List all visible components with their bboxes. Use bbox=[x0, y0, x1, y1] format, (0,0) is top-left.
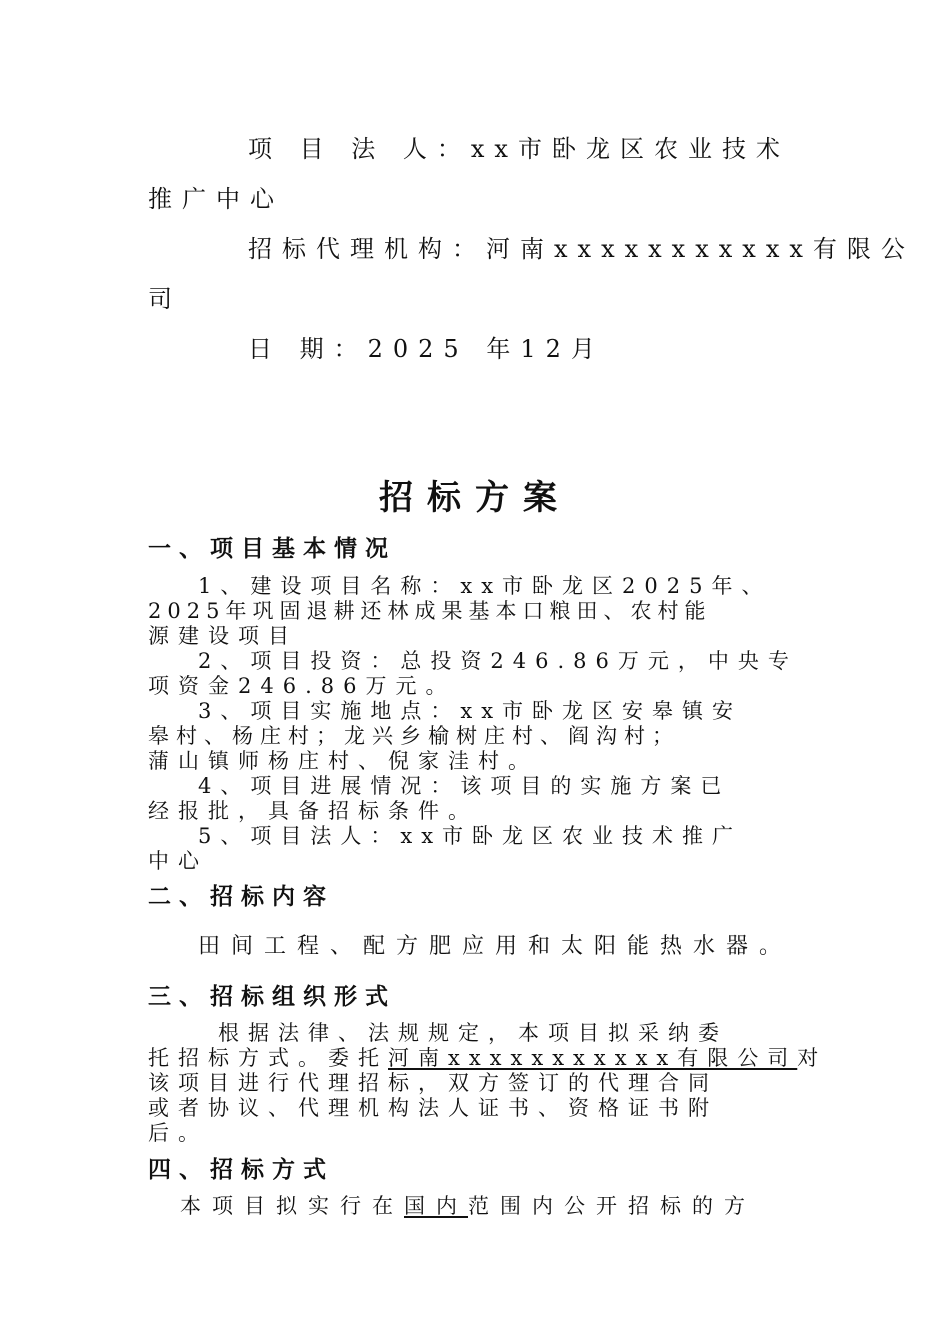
section-heading-method: 四、招标方式 bbox=[148, 1157, 334, 1183]
item3-line3: 蒲山镇师杨庄村、倪家洼村。 bbox=[148, 749, 538, 773]
item5-line2: 中心 bbox=[148, 849, 208, 873]
section4-line1 bbox=[180, 1194, 756, 1219]
cover-date: 日 期：2025 年12月 bbox=[248, 335, 605, 363]
agency-name-underlined: 河南xxxxxxxxxxx有限公司 bbox=[388, 1046, 798, 1070]
section4-line1-post: 范围内公开招标的方 bbox=[468, 1194, 756, 1218]
item1-line2: 2025年巩固退耕还林成果基本口粮田、农村能 bbox=[148, 599, 712, 623]
section-heading-organization: 三、招标组织形式 bbox=[148, 984, 396, 1010]
cover-agency: 招标代理机构：河南xxxxxxxxxxx有限公 bbox=[248, 235, 915, 263]
item4-line1: 4、项目进展情况：该项目的实施方案已 bbox=[198, 774, 731, 798]
section-heading-content: 二、招标内容 bbox=[148, 884, 334, 910]
section3-line5: 后。 bbox=[148, 1121, 208, 1145]
cover-project-owner: 项 目 法 人：xx市卧龙区农业技术 bbox=[248, 135, 790, 163]
item2-line1: 2、项目投资：总投资246.86万元，中央专 bbox=[198, 649, 798, 673]
item3-line2: 皋村、杨庄村；龙兴乡榆树庄村、阎沟村； bbox=[148, 724, 680, 748]
cover-agency-cont: 司 bbox=[148, 285, 182, 313]
section3-line3: 该项目进行代理招标，双方签订的代理合同 bbox=[148, 1071, 718, 1095]
section3-line2 bbox=[148, 1046, 827, 1071]
cover-project-owner-cont: 推广中心 bbox=[148, 185, 284, 213]
section-heading-basic-info: 一、项目基本情况 bbox=[148, 536, 396, 562]
scope-underlined: 国内 bbox=[404, 1194, 468, 1218]
document-title: 招标方案 bbox=[379, 478, 571, 518]
item2-line2: 项资金246.86万元。 bbox=[148, 674, 456, 698]
item4-line2: 经报批，具备招标条件。 bbox=[148, 799, 478, 823]
section2-text: 田间工程、配方肥应用和太阳能热水器。 bbox=[198, 934, 793, 959]
item1-line3: 源建设项目 bbox=[148, 624, 298, 648]
section3-line2-post: 对 bbox=[797, 1046, 828, 1070]
item5-line1: 5、项目法人：xx市卧龙区农业技术推广 bbox=[198, 824, 743, 848]
item1-line1: 1、建设项目名称：xx市卧龙区2025年、 bbox=[198, 574, 772, 598]
section3-line2-pre: 托招标方式。委托 bbox=[148, 1046, 388, 1070]
item3-line1: 3、项目实施地点：xx市卧龙区安皋镇安 bbox=[198, 699, 743, 723]
section3-line1: 根据法律、法规规定，本项目拟采纳委 bbox=[218, 1021, 728, 1045]
section3-line4: 或者协议、代理机构法人证书、资格证书附 bbox=[148, 1096, 718, 1120]
section4-line1-pre: 本项目拟实行在 bbox=[180, 1194, 404, 1218]
